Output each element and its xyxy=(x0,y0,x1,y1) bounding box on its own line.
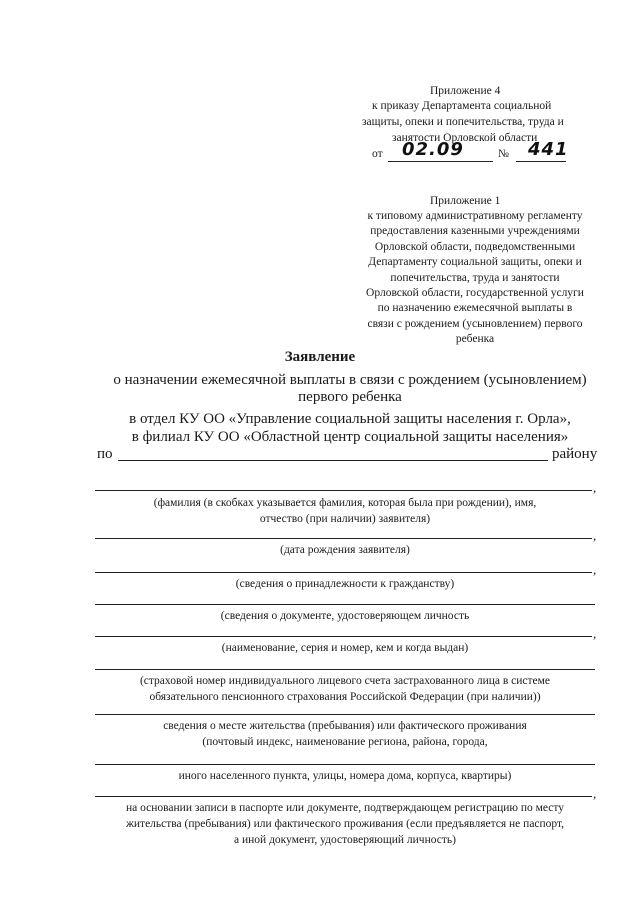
registration-field[interactable] xyxy=(95,796,592,797)
document-subtitle: первого ребенка xyxy=(298,389,402,405)
regulation-line: по назначению ежемесячной выплаты в xyxy=(377,302,573,315)
district-field[interactable] xyxy=(118,460,548,461)
full-name-field[interactable] xyxy=(95,490,592,491)
birth-date-caption: (дата рождения заявителя) xyxy=(280,544,410,556)
residence-field[interactable] xyxy=(95,714,595,715)
regulation-line: Орловской области, государственной услуги xyxy=(366,287,584,300)
document-subtitle: о назначении ежемесячной выплаты в связи с рождением (усыновлением) xyxy=(113,372,587,388)
snils-caption: обязательного пенсионного страхования Российской Федерации (при наличии)) xyxy=(149,691,541,703)
district-prefix: по xyxy=(97,446,113,462)
document-title: Заявление xyxy=(284,349,356,365)
citizenship-field[interactable] xyxy=(95,572,592,573)
regulation-line: к типовому административному регламенту xyxy=(367,210,583,222)
id-details-field[interactable] xyxy=(95,636,592,637)
address-field[interactable] xyxy=(95,764,595,765)
address-caption: иного населенного пункта, улицы, номера дома, корпуса, квартиры) xyxy=(178,770,512,782)
registration-caption: на основании записи в паспорте или документе, подтверждающем регистрацию по месту xyxy=(125,802,565,814)
date-underline xyxy=(388,161,493,162)
regulation-appendix-title: Приложение 1 xyxy=(430,195,501,207)
residence-caption: сведения о месте жительства (пребывания) или фактического проживания xyxy=(163,720,527,732)
registration-caption: жительства (пребывания) или фактического проживания (если предъявляется не паспорт, xyxy=(125,818,565,830)
regulation-line: предоставления казенными учреждениями xyxy=(370,225,580,238)
regulation-line: ребенка xyxy=(455,333,495,346)
regulation-appendix-text xyxy=(330,209,620,348)
regulation-line: связи с рождением (усыновлением) первого xyxy=(367,317,583,330)
regulation-line: попечительства, труда и занятости xyxy=(390,271,560,284)
id-document-caption: (сведения о документе, удостоверяющем личность xyxy=(220,610,470,622)
department-line: в отдел КУ ОО «Управление социальной защиты населения г. Орла», xyxy=(129,411,571,427)
district-suffix: району xyxy=(552,446,598,462)
handwritten-number: 441 xyxy=(528,139,569,160)
snils-field[interactable] xyxy=(95,669,595,670)
citizenship-caption: (сведения о принадлежности к гражданству) xyxy=(235,578,455,590)
regulation-line: Департаменту социальной защиты, опеки и xyxy=(368,256,582,269)
registration-caption: а иной документ, удостоверяющий личность) xyxy=(234,834,456,846)
id-document-field[interactable] xyxy=(95,604,595,605)
branch-line: в филиал КУ ОО «Областной центр социальной защиты населения» xyxy=(131,429,569,445)
residence-caption: (почтовый индекс, наименование региона, района, города, xyxy=(202,736,488,748)
comma: , xyxy=(593,562,597,577)
order-appendix-line: занятости Орловской области xyxy=(392,132,538,144)
birth-date-field[interactable] xyxy=(95,538,592,539)
order-appendix-line: защиты, опеки и попечительства, труда и xyxy=(362,116,564,128)
order-appendix-line: к приказу Департамента социальной xyxy=(372,100,552,112)
id-details-caption: (наименование, серия и номер, кем и когда выдан) xyxy=(221,642,469,654)
number-label: № xyxy=(498,148,509,160)
full-name-caption: (фамилия (в скобках указывается фамилия, которая была при рождении), имя, xyxy=(153,497,537,509)
full-name-caption: отчество (при наличии) заявителя) xyxy=(259,513,431,525)
comma: , xyxy=(593,626,597,641)
date-label: от xyxy=(372,148,383,160)
comma: , xyxy=(593,786,597,801)
regulation-line: Орловской области, подведомственными xyxy=(374,240,576,253)
comma: , xyxy=(593,528,597,543)
order-appendix-title: Приложение 4 xyxy=(430,85,501,97)
comma: , xyxy=(593,480,597,495)
snils-caption: (страховой номер индивидуального лицевого счета застрахованного лица в системе xyxy=(139,675,551,687)
number-underline xyxy=(516,161,566,162)
handwritten-date: 02.09 xyxy=(402,139,464,160)
